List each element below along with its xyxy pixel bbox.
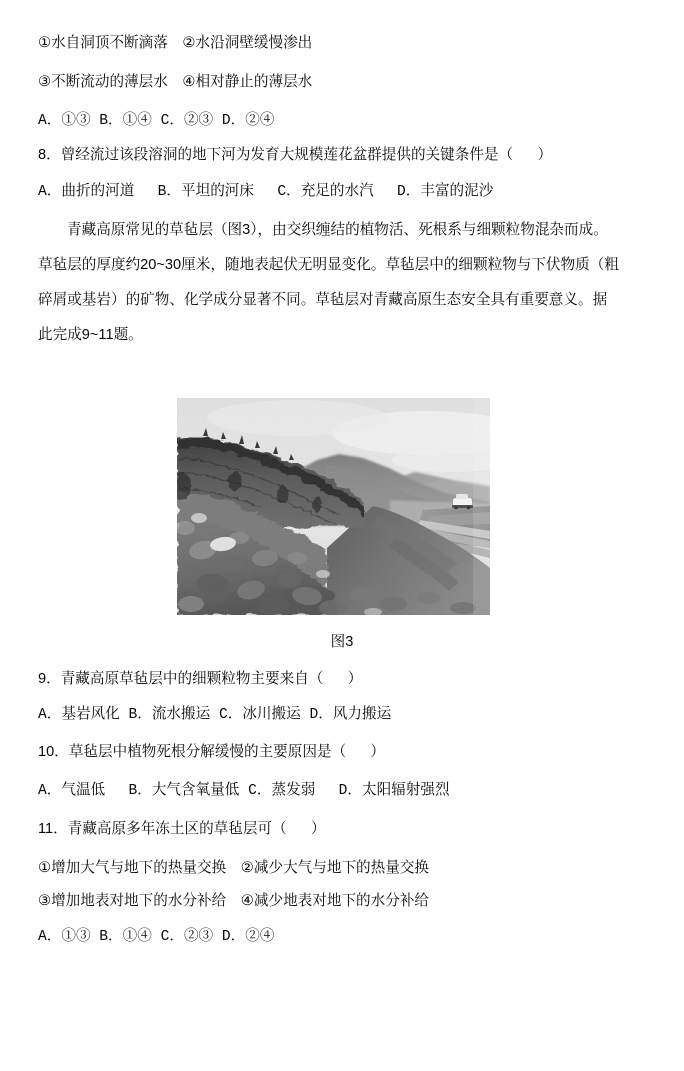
- photo-svg: [177, 398, 490, 615]
- question7-statement-line-1: ①水自洞顶不断滴落 ②水沿洞壁缓慢渗出: [38, 35, 313, 51]
- photo-road-cut-turf-layer: [177, 398, 490, 615]
- question11-choices: A．①③ B．①④ C．②③ D．②④: [38, 929, 275, 945]
- question11-statement-line-2: ③增加地表对地下的水分补给 ④减少地表对地下的水分补给: [38, 893, 430, 909]
- passage-block: [38, 213, 654, 353]
- question7-statement-line-2: ③不断流动的薄层水 ④相对静止的薄层水: [38, 74, 313, 90]
- passage-line-2: 草毡层的厚度约20~30厘米，随地表起伏无明显变化。草毡层中的细颗粒物与下伏物质（粗: [38, 257, 619, 273]
- question11-statement-line-1: ①增加大气与地下的热量交换 ②减少大气与地下的热量交换: [38, 860, 430, 876]
- question9-choices: A．基岩风化 B．流水搬运 C．冰川搬运 D．风力搬运: [38, 707, 392, 723]
- question10-stem: 10．草毡层中植物死根分解缓慢的主要原因是（ ）: [38, 744, 386, 760]
- question11-stem: 11．青藏高原多年冻土区的草毡层可（ ）: [38, 821, 326, 837]
- passage-line-1: 青藏高原常见的草毡层（图3），由交织缠结的植物活、死根系与细颗粒物混杂而成。: [67, 222, 608, 238]
- passage-line-3: 碎屑或基岩）的矿物、化学成分显著不同。草毡层对青藏高原生态安全具有重要意义。据: [38, 292, 608, 308]
- question9-stem: 9．青藏高原草毡层中的细颗粒物主要来自（ ）: [38, 671, 363, 687]
- question8-stem: 8．曾经流过该段溶洞的地下河为发育大规模莲花盆群提供的关键条件是（ ）: [38, 147, 553, 163]
- passage-line-4: 此完成9~11题。: [38, 327, 143, 343]
- question8-choices: A．曲折的河道 B．平坦的河床 C．充足的水汽 D．丰富的泥沙: [38, 184, 494, 200]
- question10-choices: A．气温低 B．大气含氧量低 C．蒸发弱 D．太阳辐射强烈: [38, 783, 450, 799]
- question7-choices: A．①③ B．①④ C．②③ D．②④: [38, 113, 275, 129]
- figure-3: [177, 398, 490, 615]
- figure-3-caption: 图3: [330, 634, 354, 650]
